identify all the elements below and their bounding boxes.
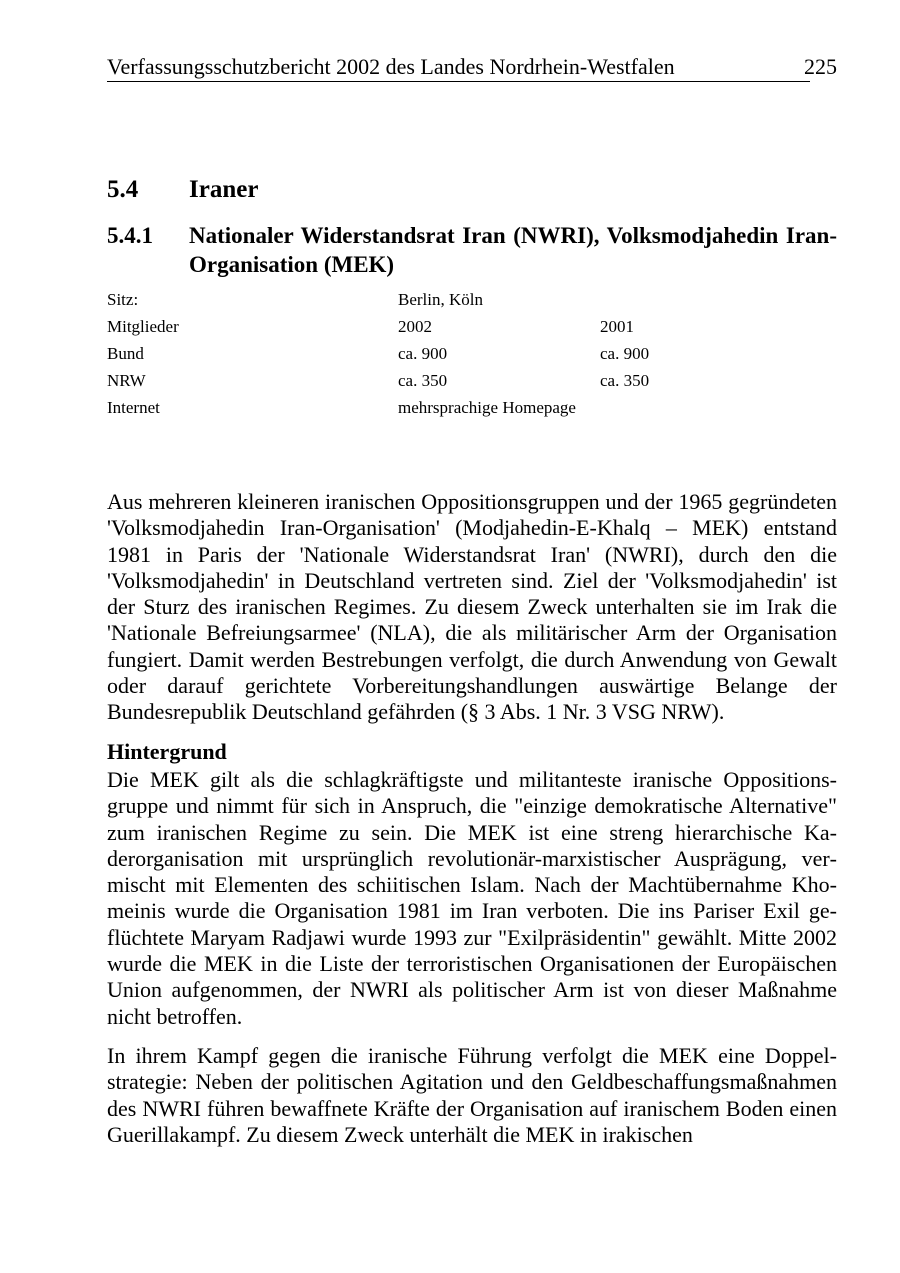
running-header-title: Verfassungsschutzbericht 2002 des Landes Nordrhein-Westfalen [107, 54, 675, 79]
facts-label: Internet [107, 398, 160, 417]
facts-value: 2002 [398, 317, 432, 336]
facts-value: ca. 900 [600, 344, 650, 363]
subsection-title: Nationaler Widerstandsrat Iran (NWRI), Volksmodjahedin Iran-Organisation (MEK) [189, 223, 837, 277]
facts-row [107, 340, 667, 367]
facts-label: Mitglieder [107, 317, 179, 336]
facts-label: Bund [107, 344, 144, 363]
facts-value: ca. 900 [398, 344, 448, 363]
facts-label: Sitz: [107, 290, 139, 309]
body-paragraph-intro: Aus mehreren kleineren iranischen Oppositionsgruppen und der 1965 gegründeten 'Volksmodjahedin Iran-Organisation' (Modjahedin-E-Khalq – MEK) entstand 1981 in Paris der 'Nationale Widerstandsrat Iran' (NWRI), durch den die 'Volksmodjahedin' in Deutschland vertreten sind. Ziel der 'Volksmodjahedin' ist der Sturz des iranischen Regimes. Zu diesem Zweck unterhalten sie im Irak die 'Nationale Befreiungsarmee' (NLA), die als militärischer Arm der Organisation fungiert. Damit werden Bestrebungen verfolgt, die durch Anwendung von Gewalt oder darauf gerichtete Vorbereitungshandlungen auswärtige Belange der Bundesrepublik Deutschland gefährden (§ 3 Abs. 1 Nr. 3 VSG NRW). [107, 489, 837, 725]
header-divider [107, 81, 810, 82]
section-title: Iraner [189, 176, 259, 203]
facts-row [107, 367, 667, 394]
subsection-heading [107, 221, 837, 279]
facts-row [107, 394, 667, 421]
facts-table [107, 286, 667, 421]
facts-row [107, 313, 667, 340]
facts-label: NRW [107, 371, 146, 390]
body-paragraph-background: Die MEK gilt als die schlagkräftigste und militanteste iranische Oppositionsgruppe und nimmt für sich in Anspruch, die "einzige demokratische Alternative" zum iranischen Regime zu sein. Die MEK ist eine streng hierarchische Kaderorganisation mit ursprünglich revolutionär-marxistischer Ausprägung, vermischt mit Elementen des schiitischen Islam. Nach der Machtübernahme Khomeinis wurde die Organisation 1981 im Iran verboten. Die ins Pariser Exil geflüchtete Maryam Radjawi wurde 1993 zur "Exilpräsidentin" gewählt. Mitte 2002 wurde die MEK in die Liste der terroristischen Organisationen der Europäischen Union aufgenommen, der NWRI als politischer Arm ist von dieser Maßnahme nicht betroffen. [107, 767, 837, 1029]
section-heading [107, 174, 258, 206]
page-number: 225 [804, 54, 837, 79]
section-number: 5.4 [107, 176, 139, 203]
facts-value: mehrsprachige Homepage [398, 398, 576, 417]
subsection-number: 5.4.1 [107, 223, 153, 248]
facts-value: Berlin, Köln [398, 290, 483, 309]
facts-value: 2001 [600, 317, 634, 336]
body-paragraph-strategy: In ihrem Kampf gegen die iranische Führung verfolgt die MEK eine Doppelstrategie: Neben der politischen Agitation und den Geldbeschaffungsmaßnahmen des NWRI führen bewaffnete Kräfte der Organisation auf iranischem Boden einen Guerillakampf. Zu diesem Zweck unterhält die MEK in irakischen [107, 1043, 837, 1147]
subheading-hintergrund: Hintergrund [107, 739, 227, 764]
facts-value: ca. 350 [398, 371, 448, 390]
facts-value: ca. 350 [600, 371, 650, 390]
facts-row [107, 286, 667, 313]
